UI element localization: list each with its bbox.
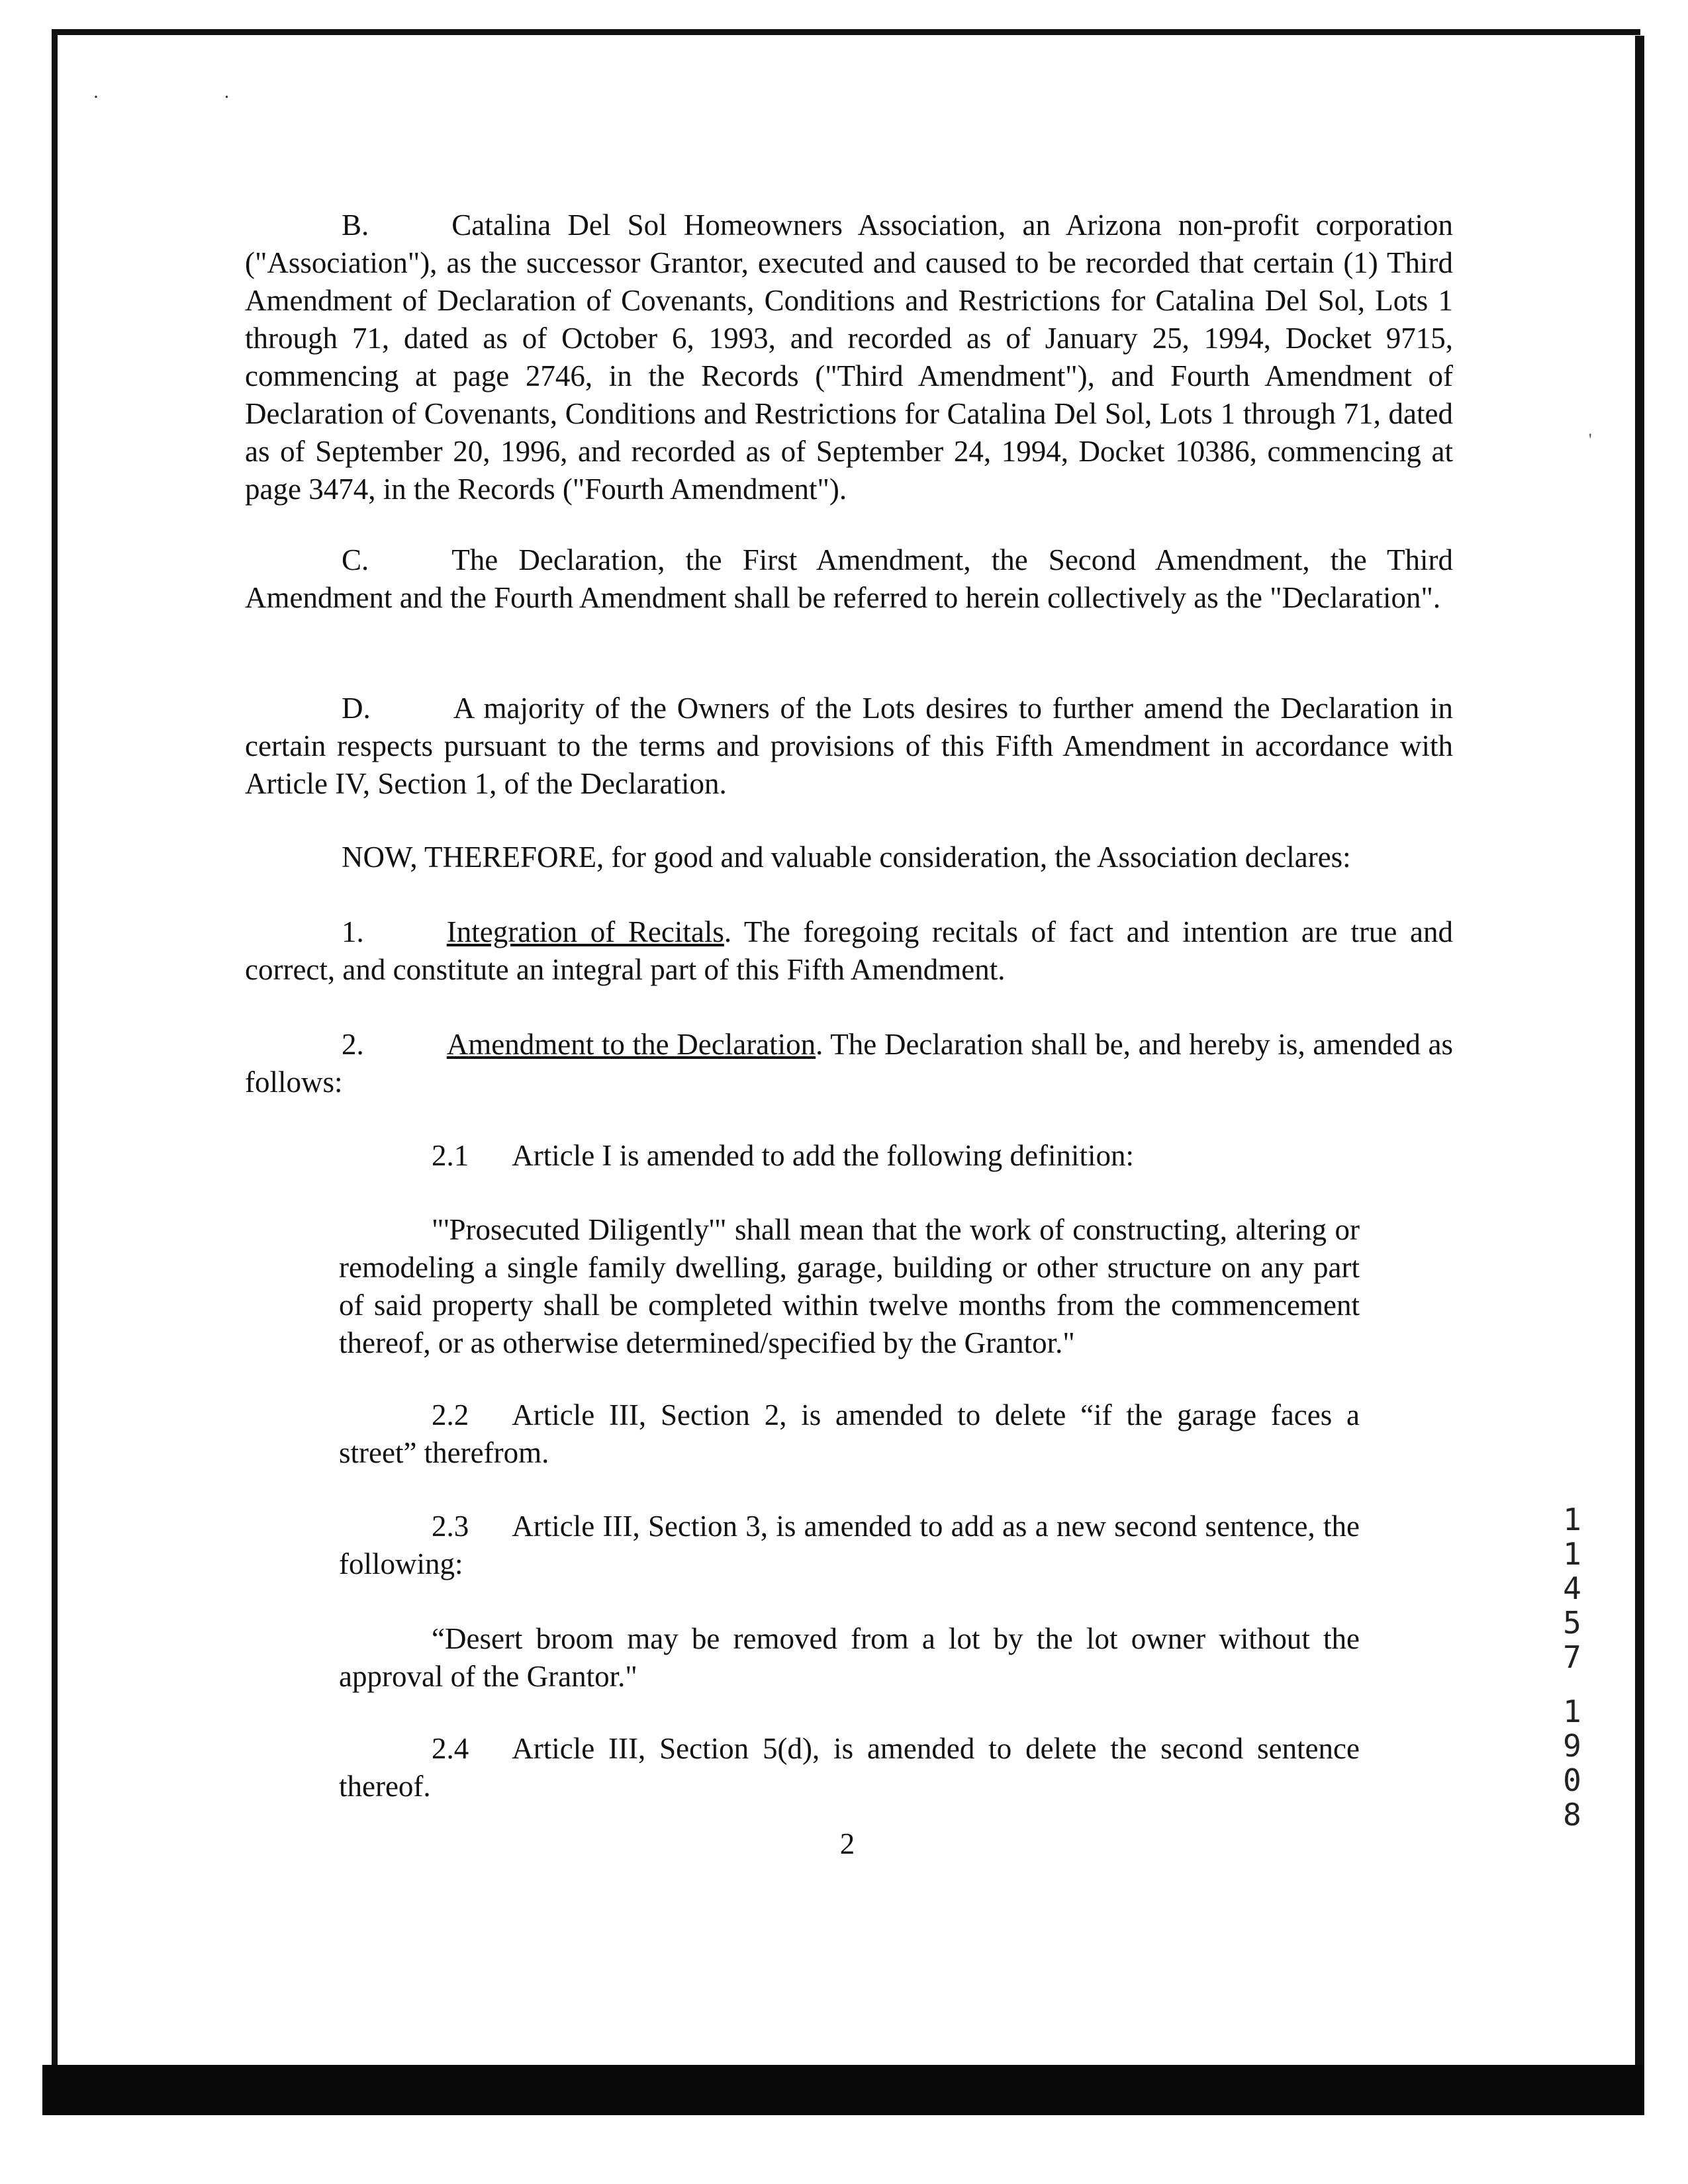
section-2-1-quote: "'Prosecuted Diligently'" shall mean that the work of constructing, altering or remodeling a single family dwelling, garage, building or other structure on any part of said property shall be completed within twelve months from the commencement thereof, or as otherwise determined/specified by the Grantor." xyxy=(339,1213,1360,1359)
recital-c xyxy=(245,541,1453,617)
now-therefore-text: NOW, THEREFORE, for good and valuable consideration, the Association declares: xyxy=(342,841,1351,874)
section-2-heading: Amendment to the Declaration xyxy=(446,1028,816,1061)
now-therefore-clause xyxy=(245,839,1453,876)
section-2-1-text: Article I is amended to add the following definition: xyxy=(512,1139,1135,1172)
section-2-text: . The Declaration shall be, and hereby is, amended as follows: xyxy=(245,1028,1453,1099)
recital-b xyxy=(245,206,1453,508)
stamp-digit: 1 xyxy=(1563,1694,1581,1729)
recital-d xyxy=(245,690,1453,803)
section-2-1 xyxy=(339,1137,1360,1175)
section-2-3-text: Article III, Section 3, is amended to add as a new second sentence, the following: xyxy=(339,1510,1360,1580)
scan-border-left xyxy=(52,29,58,2068)
scan-border-right xyxy=(1635,36,1644,2068)
section-2-3 xyxy=(339,1508,1360,1583)
section-2-1-number: 2.1 xyxy=(432,1139,469,1172)
page-number: 2 xyxy=(839,1827,855,1860)
scan-specks: · · xyxy=(93,86,290,108)
stamp-digit: 4 xyxy=(1563,1570,1581,1606)
section-2-4-number: 2.4 xyxy=(432,1732,469,1765)
section-1-heading: Integration of Recitals xyxy=(446,915,724,948)
section-2-3-quote: “Desert broom may be removed from a lot by the lot owner without the approval of the Grantor." xyxy=(339,1622,1360,1693)
section-2-2-number: 2.2 xyxy=(432,1398,469,1432)
recital-d-text: A majority of the Owners of the Lots desires to further amend the Declaration in certain respects pursuant to the terms and provisions of this Fifth Amendment in accordance with Article IV, Section 1, of the Declaration. xyxy=(245,692,1453,800)
stamp-digit: 8 xyxy=(1563,1797,1581,1833)
recital-b-text: Catalina Del Sol Homeowners Association, an Arizona non-profit corporation ("Association"), as the successor Grantor, executed and caused to be recorded that certain (1) Third Amendment of Declaration of Covenants, Conditions and Restrictions for Catalina Del Sol, Lots 1 through 71, dated as of October 6, 1993, and recorded as of January 25, 1994, Docket 9715, commencing at page 2746, in the Records ("Third Amendment"), and Fourth Amendment of Declaration of Covenants, Conditions and Restrictions for Catalina Del Sol, Lots 1 through 71, dated as of September 20, 1996, and recorded as of September 24, 1994, Docket 10386, commencing at page 3474, in the Records ("Fourth Amendment"). xyxy=(245,208,1453,506)
section-2-2 xyxy=(339,1396,1360,1472)
stamp-digit: 9 xyxy=(1563,1728,1581,1764)
stamp-digit: 7 xyxy=(1563,1639,1581,1675)
section-1-text: . The foregoing recitals of fact and intention are true and correct, and constitute an integral part of this Fifth Amendment. xyxy=(245,915,1453,986)
section-1-number: 1. xyxy=(342,915,364,948)
scan-border-bottom xyxy=(42,2065,1644,2115)
stamp-digit: 1 xyxy=(1563,1502,1581,1537)
recital-c-label: C. xyxy=(342,543,369,576)
stamp-digit: 0 xyxy=(1563,1762,1581,1798)
section-2-number: 2. xyxy=(342,1028,364,1061)
recording-stamp-bottom xyxy=(1559,1694,1585,1832)
stamp-digit: 1 xyxy=(1563,1536,1581,1572)
scan-border-top xyxy=(52,29,1640,35)
stamp-digit: 5 xyxy=(1563,1605,1581,1641)
section-2-2-text: Article III, Section 2, is amended to delete “if the garage faces a street” therefrom. xyxy=(339,1398,1360,1469)
section-2-4-text: Article III, Section 5(d), is amended to delete the second sentence thereof. xyxy=(339,1732,1360,1803)
recital-b-label: B. xyxy=(342,208,369,242)
scan-speck: ' xyxy=(1589,430,1592,449)
recital-c-text: The Declaration, the First Amendment, the Second Amendment, the Third Amendment and the Fourth Amendment shall be referred to herein collectively as the "Declaration". xyxy=(245,543,1453,614)
section-2 xyxy=(245,1026,1453,1101)
section-2-3-number: 2.3 xyxy=(432,1510,469,1543)
section-1 xyxy=(245,913,1453,989)
recital-d-label: D. xyxy=(342,692,371,725)
recording-stamp-top xyxy=(1559,1502,1585,1674)
section-2-4 xyxy=(339,1730,1360,1805)
